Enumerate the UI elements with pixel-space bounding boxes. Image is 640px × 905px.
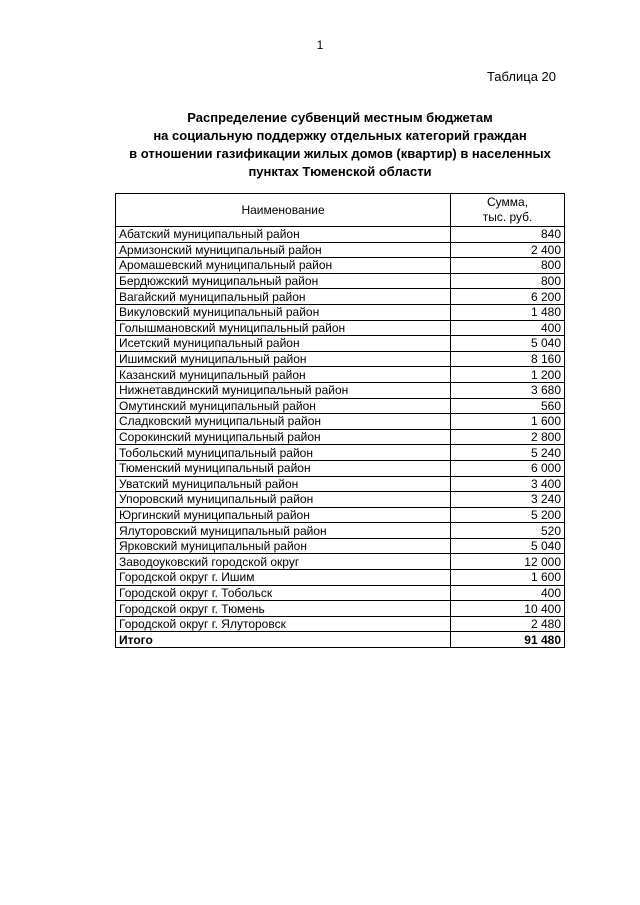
row-sum: 800 bbox=[451, 258, 565, 274]
row-name: Городской округ г. Ялуторовск bbox=[116, 616, 451, 632]
row-sum: 1 480 bbox=[451, 304, 565, 320]
row-name: Нижнетавдинский муниципальный район bbox=[116, 382, 451, 398]
row-name: Городской округ г. Ишим bbox=[116, 570, 451, 586]
table-row bbox=[116, 242, 565, 258]
row-sum: 3 680 bbox=[451, 382, 565, 398]
table-row bbox=[116, 289, 565, 305]
row-name: Тюменский муниципальный район bbox=[116, 460, 451, 476]
row-sum: 840 bbox=[451, 227, 565, 243]
table-row bbox=[116, 616, 565, 632]
row-name: Городской округ г. Тобольск bbox=[116, 585, 451, 601]
row-name: Тобольский муниципальный район bbox=[116, 445, 451, 461]
row-name: Юргинский муниципальный район bbox=[116, 507, 451, 523]
table-row bbox=[116, 398, 565, 414]
table-row bbox=[116, 273, 565, 289]
table-row bbox=[116, 351, 565, 367]
row-sum: 2 480 bbox=[451, 616, 565, 632]
table-row bbox=[116, 585, 565, 601]
header-sum-line2: тыс. руб. bbox=[482, 210, 533, 224]
row-sum: 6 000 bbox=[451, 460, 565, 476]
document-title bbox=[115, 109, 565, 181]
row-name: Уватский муниципальный район bbox=[116, 476, 451, 492]
row-name: Исетский муниципальный район bbox=[116, 336, 451, 352]
total-sum: 91 480 bbox=[451, 632, 565, 648]
table-row bbox=[116, 523, 565, 539]
table-header-row bbox=[116, 194, 565, 227]
table-row bbox=[116, 445, 565, 461]
table-row bbox=[116, 258, 565, 274]
title-line: пунктах Тюменской области bbox=[248, 164, 432, 179]
row-name: Городской округ г. Тюмень bbox=[116, 601, 451, 617]
subventions-table bbox=[115, 193, 565, 648]
row-sum: 800 bbox=[451, 273, 565, 289]
row-sum: 5 040 bbox=[451, 336, 565, 352]
total-row bbox=[116, 632, 565, 648]
row-sum: 10 400 bbox=[451, 601, 565, 617]
row-sum: 5 040 bbox=[451, 538, 565, 554]
row-name: Омутинский муниципальный район bbox=[116, 398, 451, 414]
row-name: Сорокинский муниципальный район bbox=[116, 429, 451, 445]
table-row bbox=[116, 382, 565, 398]
row-name: Казанский муниципальный район bbox=[116, 367, 451, 383]
table-row bbox=[116, 538, 565, 554]
row-sum: 3 240 bbox=[451, 492, 565, 508]
row-sum: 1 200 bbox=[451, 367, 565, 383]
row-sum: 1 600 bbox=[451, 570, 565, 586]
row-sum: 3 400 bbox=[451, 476, 565, 492]
row-name: Голышмановский муниципальный район bbox=[116, 320, 451, 336]
row-sum: 400 bbox=[451, 585, 565, 601]
row-sum: 5 240 bbox=[451, 445, 565, 461]
header-sum bbox=[451, 194, 565, 227]
table-caption: Таблица 20 bbox=[486, 69, 556, 84]
row-sum: 2 800 bbox=[451, 429, 565, 445]
row-sum: 400 bbox=[451, 320, 565, 336]
row-name: Вагайский муниципальный район bbox=[116, 289, 451, 305]
row-name: Абатский муниципальный район bbox=[116, 227, 451, 243]
row-sum: 6 200 bbox=[451, 289, 565, 305]
row-sum: 560 bbox=[451, 398, 565, 414]
row-name: Сладковский муниципальный район bbox=[116, 414, 451, 430]
table-row bbox=[116, 429, 565, 445]
row-name: Ярковский муниципальный район bbox=[116, 538, 451, 554]
total-label: Итого bbox=[116, 632, 451, 648]
row-sum: 520 bbox=[451, 523, 565, 539]
row-name: Армизонский муниципальный район bbox=[116, 242, 451, 258]
row-name: Аромашевский муниципальный район bbox=[116, 258, 451, 274]
row-name: Заводоуковский городской округ bbox=[116, 554, 451, 570]
title-line: в отношении газификации жилых домов (квартир) в населенных bbox=[129, 146, 551, 161]
table-row bbox=[116, 227, 565, 243]
row-sum: 8 160 bbox=[451, 351, 565, 367]
row-name: Викуловский муниципальный район bbox=[116, 304, 451, 320]
title-line: на социальную поддержку отдельных категорий граждан bbox=[153, 128, 527, 143]
row-sum: 2 400 bbox=[451, 242, 565, 258]
table-row bbox=[116, 601, 565, 617]
table-row bbox=[116, 414, 565, 430]
table-row bbox=[116, 320, 565, 336]
table-row bbox=[116, 336, 565, 352]
table-row bbox=[116, 554, 565, 570]
table-row bbox=[116, 492, 565, 508]
table-row bbox=[116, 367, 565, 383]
header-sum-line1: Сумма, bbox=[487, 195, 529, 209]
table-row bbox=[116, 304, 565, 320]
table-body bbox=[116, 227, 565, 648]
row-name: Ишимский муниципальный район bbox=[116, 351, 451, 367]
table-row bbox=[116, 570, 565, 586]
row-sum: 12 000 bbox=[451, 554, 565, 570]
table-row bbox=[116, 507, 565, 523]
header-name: Наименование bbox=[116, 194, 451, 227]
title-line: Распределение субвенций местным бюджетам bbox=[187, 110, 493, 125]
row-name: Ялуторовский муниципальный район bbox=[116, 523, 451, 539]
table-row bbox=[116, 460, 565, 476]
row-sum: 5 200 bbox=[451, 507, 565, 523]
row-sum: 1 600 bbox=[451, 414, 565, 430]
row-name: Упоровский муниципальный район bbox=[116, 492, 451, 508]
table-row bbox=[116, 476, 565, 492]
page-number: 1 bbox=[316, 38, 324, 52]
row-name: Бердюжский муниципальный район bbox=[116, 273, 451, 289]
